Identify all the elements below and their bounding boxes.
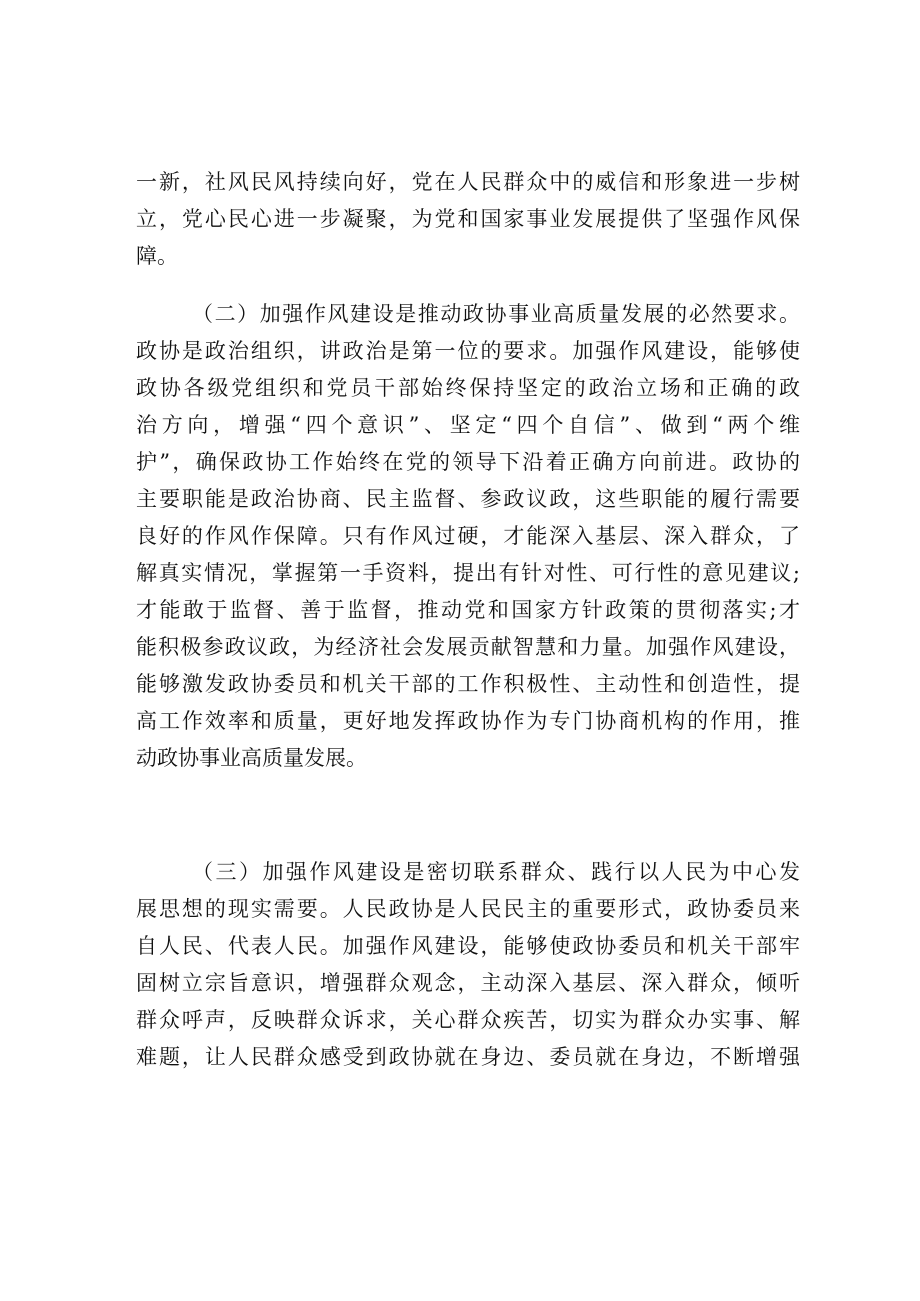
paragraph-line: 高工作效率和质量，更好地发挥政协作为专门协商机构的作用，推	[136, 709, 800, 733]
paragraph-line: 解真实情况，掌握第一手资料，提出有针对性、可行性的意见建议;	[136, 561, 800, 585]
paragraph-line: 一新，社风民风持续向好，党在人民群众中的威信和形象进一步树	[136, 170, 800, 194]
paragraph-line: 政协各级党组织和党员干部始终保持坚定的政治立场和正确的政	[136, 376, 800, 400]
paragraph-line: 能积极参政议政，为经济社会发展贡献智慧和力量。加强作风建设，	[136, 635, 800, 659]
paragraph-line: 能够激发政协委员和机关干部的工作积极性、主动性和创造性，提	[136, 672, 800, 696]
paragraph-line: 立，党心民心进一步凝聚，为党和国家事业发展提供了坚强作风保	[136, 207, 800, 231]
paragraph-line: 展思想的现实需要。人民政协是人民民主的重要形式，政协委员来	[136, 897, 800, 921]
section-heading-line: （三）加强作风建设是密切联系群众、践行以人民为中心发	[192, 860, 800, 884]
paragraph-section-3	[136, 854, 800, 1076]
paragraph-line: 良好的作风作保障。只有作风过硬，才能深入基层、深入群众，了	[136, 524, 800, 548]
paragraph-line: 主要职能是政治协商、民主监督、参政议政，这些职能的履行需要	[136, 487, 800, 511]
paragraph-line: 动政协事业高质量发展。	[136, 746, 367, 770]
paragraph-section-2	[136, 296, 800, 777]
paragraph-line: 群众呼声，反映群众诉求，关心群众疾苦，切实为群众办实事、解	[136, 1008, 800, 1032]
paragraph-line: 护”，确保政协工作始终在党的领导下沿着正确方向前进。政协的	[136, 450, 800, 474]
section-heading-line: （二）加强作风建设是推动政协事业高质量发展的必然要求。	[192, 302, 800, 326]
paragraph-line: 难题，让人民群众感受到政协就在身边、委员就在身边，不断增强	[136, 1045, 800, 1069]
paragraph-line: 政协是政治组织，讲政治是第一位的要求。加强作风建设，能够使	[136, 339, 800, 363]
paragraph-line: 才能敢于监督、善于监督，推动党和国家方针政策的贯彻落实;才	[136, 598, 800, 622]
paragraph-line: 治方向，增强“四个意识”、坚定“四个自信”、做到“两个维	[136, 413, 800, 437]
paragraph-line: 固树立宗旨意识，增强群众观念，主动深入基层、深入群众，倾听	[136, 971, 800, 995]
paragraph-line: 自人民、代表人民。加强作风建设，能够使政协委员和机关干部牢	[136, 934, 800, 958]
paragraph-continuation	[136, 164, 800, 275]
paragraph-line: 障。	[136, 244, 178, 268]
